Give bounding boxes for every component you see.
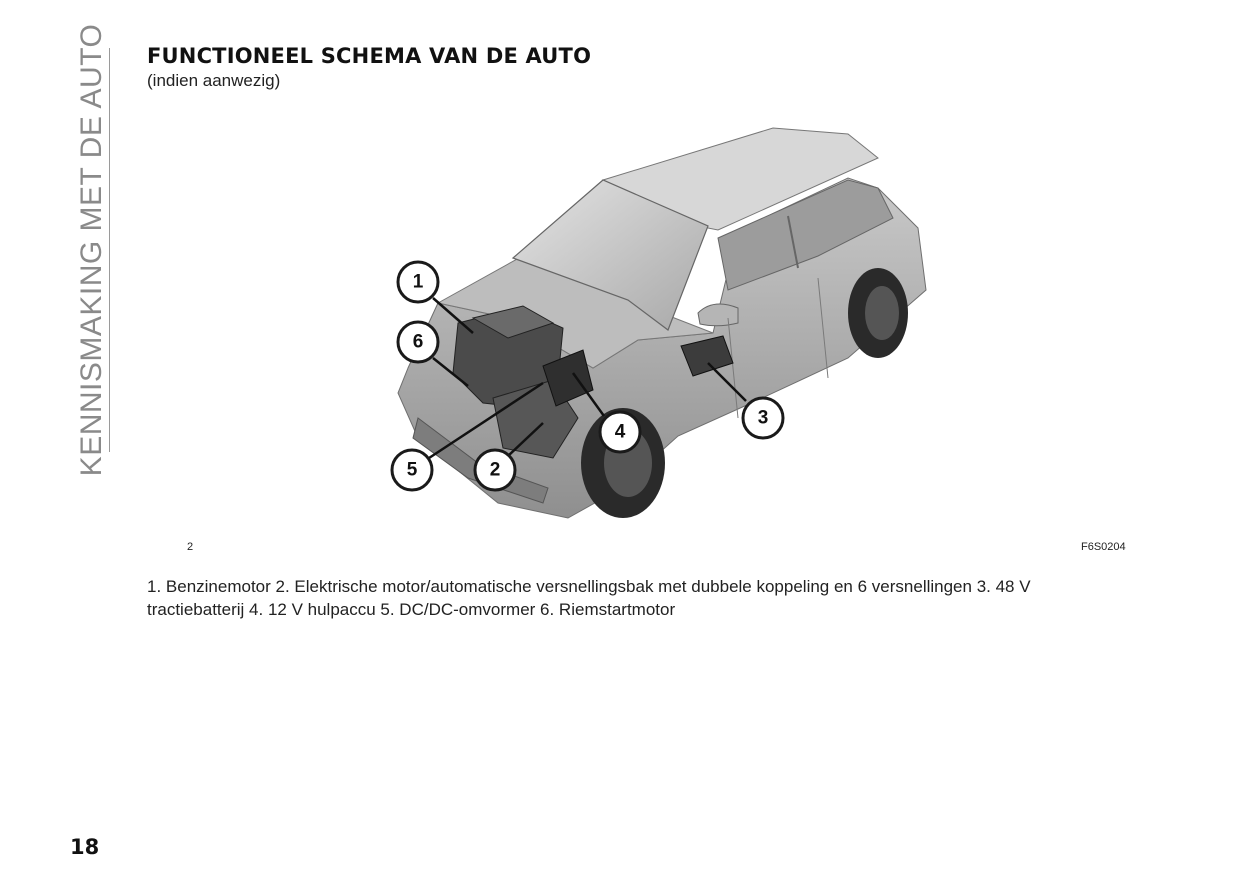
- callout-6-label: 6: [412, 331, 424, 353]
- callout-2-label: 2: [489, 459, 501, 481]
- callout-4: [600, 412, 640, 452]
- callout-3: [743, 398, 783, 438]
- callout-1-label: 1: [412, 271, 424, 293]
- figure-caption: 1. Benzinemotor 2. Elektrische motor/automatische versnellingsbak met dubbele koppeling en 6 versnellingen 3. 48 V tractiebatterij 4. 12 V hulpaccu 5. DC/DC-omvormer 6. Riemstartmotor: [147, 577, 1031, 619]
- car-illustration: [378, 118, 938, 528]
- rear-wheel: [848, 268, 908, 358]
- section-divider: [109, 48, 110, 452]
- figure-code: F6S0204: [1081, 541, 1126, 553]
- page-number: 18: [70, 835, 100, 859]
- page-subtitle: (indien aanwezig): [147, 71, 281, 90]
- figure-number: 2: [187, 541, 194, 553]
- side-mirror: [698, 304, 738, 326]
- callout-4-label: 4: [614, 421, 626, 443]
- callout-5: [392, 450, 432, 490]
- callout-2: [475, 450, 515, 490]
- page-title: FUNCTIONEEL SCHEMA VAN DE AUTO: [147, 44, 592, 68]
- section-side-tab: [72, 23, 112, 477]
- section-label: KENNISMAKING MET DE AUTO: [75, 23, 108, 477]
- callout-3-label: 3: [757, 407, 769, 429]
- callout-5-label: 5: [406, 459, 418, 481]
- callout-1: [398, 262, 438, 302]
- callout-6: [398, 322, 438, 362]
